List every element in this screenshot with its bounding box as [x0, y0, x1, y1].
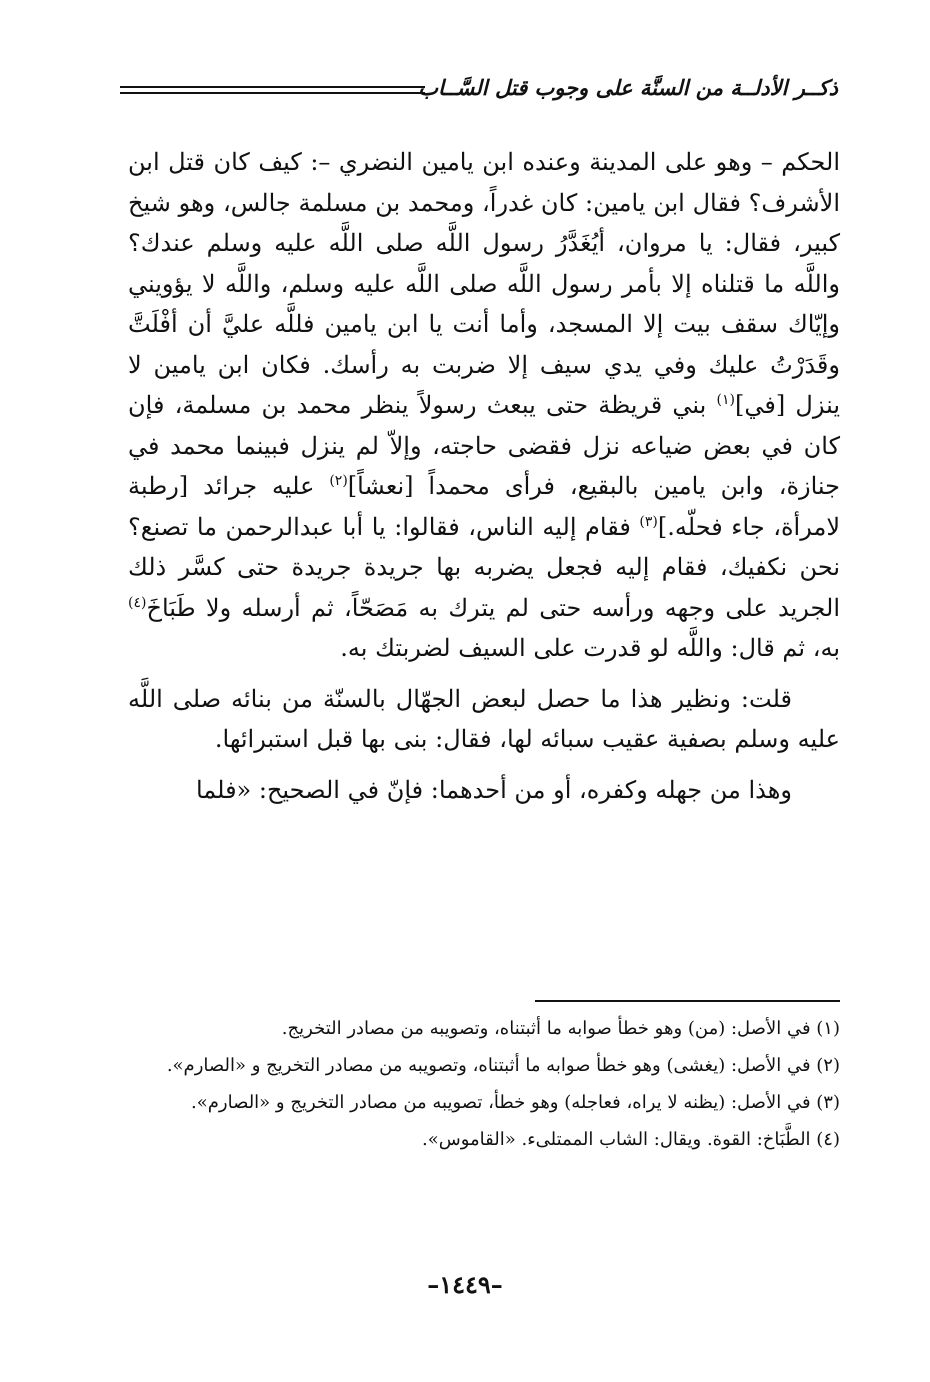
paragraph-1-part-5: به، ثم قال: واللَّه لو قدرت على السيف لضربتك به.: [340, 634, 840, 662]
footnote-ref-2: (٢): [329, 473, 348, 489]
footnotes: [128, 1012, 840, 1160]
paragraph-1-part-4: فقام إليه الناس، فقالوا: يا أبا عبدالرحمن ما تصنع؟ نحن نكفيك، فقام إليه فجعل يضربه بها جريدة جريدة حتى كسَّر ذلك الجريد على وجهه ورأسه حتى لم يترك به مَصَحّاً، ثم أرسله ولا طَبَاخَ: [128, 512, 840, 622]
running-header: [120, 70, 838, 110]
footnote-1: (١) في الأصل: (من) وهو خطأ صوابه ما أثبتناه، وتصويبه من مصادر التخريج.: [281, 1018, 840, 1039]
paragraph-1-part-3: عليه جرائد [رطبة لامرأة، جاء فحلّه.]: [128, 472, 841, 541]
header-title: ذكــر الأدلــة من السنَّة على وجوب قتل السَّــاب: [418, 76, 838, 100]
footnote-4: (٤) الطَّبَاخ: القوة. ويقال: الشاب الممتلىء. «القاموس».: [422, 1129, 840, 1150]
paragraph-1-part-1: الحكم – وهو على المدينة وعنده ابن يامين النضري –: كيف كان قتل ابن الأشرف؟ فقال ابن يامين: كان غدراً، ومحمد بن مسلمة جالس، وهو شيخ كبير، فقال: يا مروان، أيُغَدَّرُ رسول اللَّه صلى اللَّه عليه وسلم عندك؟ واللَّه ما قتلناه إلا بأمر رسول اللَّه صلى اللَّه عليه وسلم، واللَّه لا يؤويني وإيّاك سقف بيت إلا المسجد، وأما أنت يا ابن يامين فللَّه عليَّ أن أفْلَتَّ وقَدَرْتُ عليك وفي يدي سيف إلا ضربت به رأسك. فكان ابن يامين لا ينزل [في]: [128, 148, 841, 419]
paragraph-1: [128, 142, 840, 669]
footnote-separator: [535, 1000, 840, 1002]
paragraph-1-part-2: بني قريظة حتى يبعث رسولاً ينظر محمد بن مسلمة، فإن كان في بعض ضياعه نزل فقضى حاجته، وإلاّ لم ينزل فبينما محمد في جنازة، وابن يامين بالبقيع، فرأى محمداً [نعشاً]: [128, 391, 840, 500]
header-rule-top: [120, 86, 425, 88]
paragraph-3: وهذا من جهله وكفره، أو من أحدهما: فإنّ في الصحيح: «فلما: [195, 775, 792, 804]
footnote-ref-1: (١): [716, 392, 735, 408]
footnote-2: (٢) في الأصل: (يغشى) وهو خطأ صوابه ما أثبتناه، وتصويبه من مصادر التخريج و «الصارم».: [166, 1055, 840, 1076]
paragraph-2: قلت: ونظير هذا ما حصل لبعض الجهّال بالسنّة من بنائه صلى اللَّه عليه وسلم بصفية عقيب سبائه لها، فقال: بنى بها قبل استبرائها.: [128, 684, 840, 753]
footnote-ref-4: (٤): [128, 594, 147, 611]
footnote-ref-3: (٣): [639, 513, 658, 530]
page-number: –١٤٤٩–: [427, 1270, 503, 1299]
header-rule-bottom: [120, 92, 425, 94]
footnote-3: (٣) في الأصل: (يظنه لا يراه، فعاجله) وهو خطأ، تصويبه من مصادر التخريج و «الصارم».: [191, 1092, 840, 1113]
main-text: [128, 142, 840, 810]
